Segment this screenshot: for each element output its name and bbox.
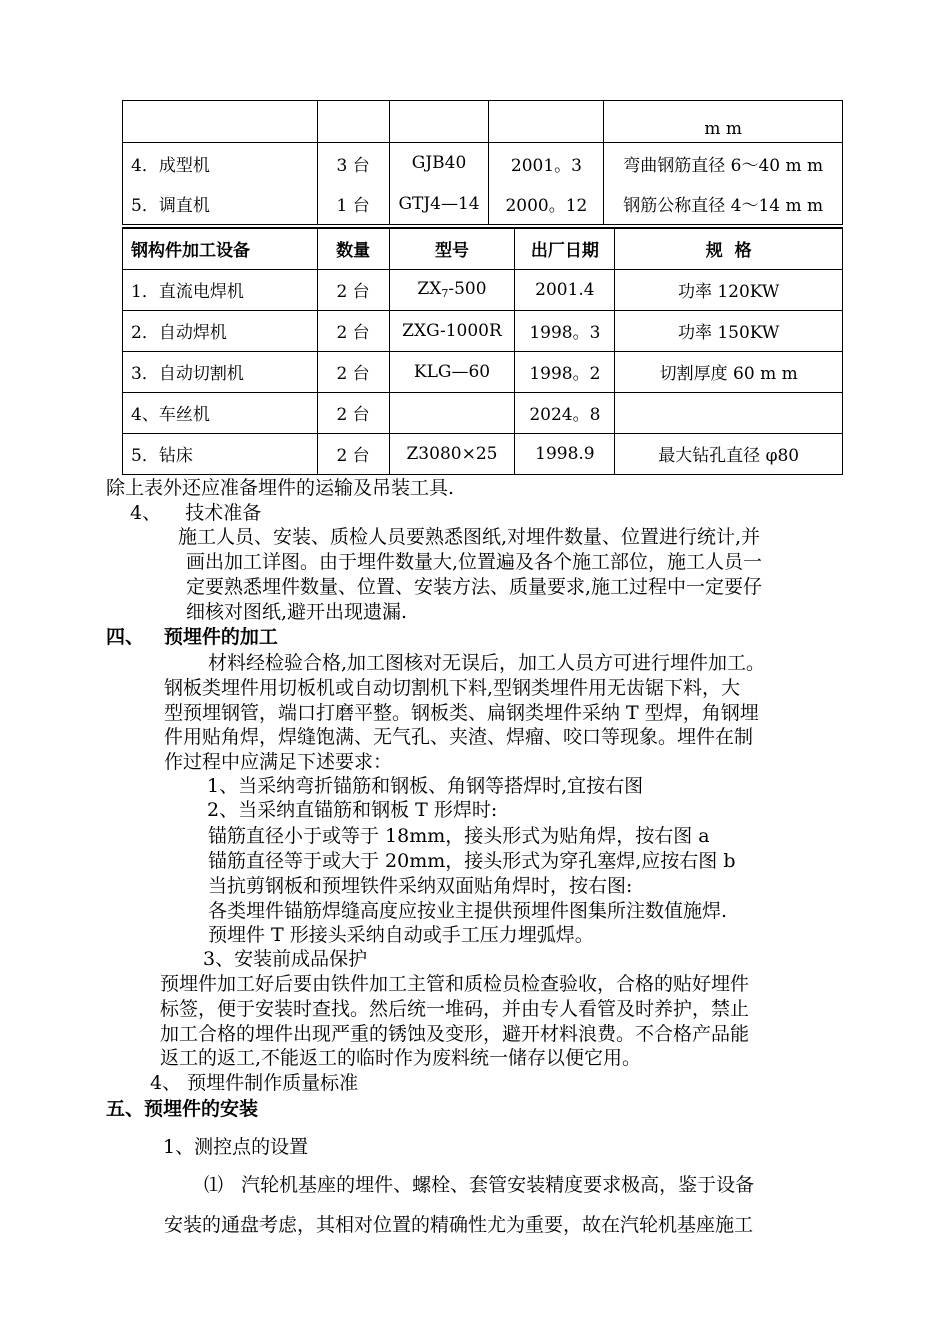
cell-spec: 钢筋公称直径 4～14 m m: [604, 184, 843, 225]
cell-spec: 切割厚度 60 m m: [615, 351, 843, 392]
cell-model: KLG—60: [389, 351, 515, 392]
cell-date: 2001.4: [515, 269, 615, 310]
cell-model: [389, 392, 515, 433]
cell-date: 1998.9: [515, 433, 615, 474]
table-row: [123, 433, 843, 474]
cell-qty: 2 台: [317, 269, 389, 310]
cell-date: 2000。12: [489, 184, 604, 225]
cell-name: 1．直流电焊机: [123, 269, 318, 310]
paragraph-line: 安装的通盘考虑，其相对位置的精确性尤为重要，故在汽轮机基座施工: [164, 1214, 754, 1236]
paragraph-line: 当抗剪钢板和预埋铁件采纳双面贴角焊时，按右图:: [208, 875, 633, 897]
header-spec: 规 格: [615, 228, 843, 269]
equipment-table-rebar: [122, 100, 843, 225]
paragraph-line: 型预埋钢管，端口打磨平整。钢板类、扁钢类埋件采纳 T 型焊，角钢埋: [164, 702, 759, 724]
paragraph-line: 预埋件加工好后要由铁件加工主管和质检员检查验收，合格的贴好埋件: [160, 973, 750, 995]
paragraph-line: 预埋件 T 形接头采纳自动或手工压力埋弧焊。: [208, 924, 594, 946]
cell-model: ZXG-1000R: [389, 310, 515, 351]
cell-model: GJB40: [389, 143, 489, 184]
cell-date: [489, 101, 604, 143]
cell-qty: 2 台: [317, 433, 389, 474]
paragraph-line: 锚筋直径等于或大于 20mm，接头形式为穿孔塞焊,应按右图 b: [208, 850, 736, 872]
paragraph-line: 材料经检验合格,加工图核对无误后，加工人员方可进行埋件加工。: [208, 652, 766, 674]
cell-qty: 2 台: [317, 392, 389, 433]
model-prefix: ZX: [417, 279, 442, 299]
chapter-heading: 四、 预埋件的加工: [106, 626, 278, 648]
header-name: 钢构件加工设备: [123, 228, 318, 269]
table-header-row: [123, 228, 843, 269]
subsection-heading: 4、 预埋件制作质量标准: [150, 1072, 359, 1094]
table-row: [123, 143, 843, 184]
cell-qty: 3 台: [317, 143, 389, 184]
paragraph-line: 画出加工详图。由于埋件数量大,位置遍及各个施工部位，施工人员一: [186, 551, 763, 573]
paragraph-line: 各类埋件锚筋焊缝高度应按业主提供预埋件图集所注数值施焊.: [208, 900, 728, 922]
paragraph-line: ⑴ 汽轮机基座的埋件、螺栓、套管安装精度要求极高，鉴于设备: [204, 1174, 755, 1196]
cell-date: 2024。8: [515, 392, 615, 433]
table-row: [123, 392, 843, 433]
cell-date: 1998。3: [515, 310, 615, 351]
header-date: 出厂日期: [515, 228, 615, 269]
paragraph-line: 除上表外还应准备埋件的运输及吊装工具.: [106, 477, 455, 499]
table-row: [123, 351, 843, 392]
table-row: [123, 310, 843, 351]
cell-model: [389, 269, 515, 310]
header-model: 型号: [389, 228, 515, 269]
section-heading: 4、 技术准备: [130, 502, 262, 524]
paragraph-line: 细核对图纸,避开出现遗漏.: [186, 601, 408, 623]
chapter-heading: 五、预埋件的安装: [106, 1098, 259, 1120]
equipment-table-steel: [122, 227, 843, 475]
table-row: [123, 184, 843, 225]
cell-spec: 最大钻孔直径 φ80: [615, 433, 843, 474]
paragraph-line: 件用贴角焊，焊缝饱满、无气孔、夹渣、焊瘤、咬口等现象。埋件在制: [164, 726, 754, 748]
cell-name: 3．自动切割机: [123, 351, 318, 392]
cell-date: 1998。2: [515, 351, 615, 392]
table-row: [123, 269, 843, 310]
cell-spec: 功率 150KW: [615, 310, 843, 351]
cell-spec: 弯曲钢筋直径 6～40 m m: [604, 143, 843, 184]
paragraph-line: 定要熟悉埋件数量、位置、安装方法、质量要求,施工过程中一定要仔: [186, 576, 763, 598]
cell-model: GTJ4—14: [389, 184, 489, 225]
cell-name: 5．钻床: [123, 433, 318, 474]
cell-name: [123, 101, 318, 143]
paragraph-line: 锚筋直径小于或等于 18mm，接头形式为贴角焊，按右图 a: [208, 825, 710, 847]
cell-qty: 2 台: [317, 310, 389, 351]
paragraph-line: 返工的返工,不能返工的临时作为废料统一储存以便它用。: [160, 1047, 642, 1069]
cell-name: 2．自动焊机: [123, 310, 318, 351]
cell-spec: [615, 392, 843, 433]
cell-name: 4．成型机: [123, 143, 318, 184]
table-row: [123, 101, 843, 143]
header-qty: 数量: [317, 228, 389, 269]
model-subscript: 7: [441, 287, 449, 300]
paragraph-line: 钢板类埋件用切板机或自动切割机下料,型钢类埋件用无齿锯下料，大: [164, 677, 741, 699]
cell-model: Z3080×25: [389, 433, 515, 474]
paragraph-line: 作过程中应满足下述要求：: [164, 751, 393, 773]
paragraph-line: 标签，便于安装时查找。然后统一堆码，并由专人看管及时养护，禁止: [160, 998, 750, 1020]
cell-date: 2001。3: [489, 143, 604, 184]
cell-spec: 功率 120KW: [615, 269, 843, 310]
cell-name: 5．调直机: [123, 184, 318, 225]
paragraph-line: 2、当采纳直锚筋和钢板 T 形焊时:: [207, 799, 498, 821]
subsection-heading: 3、安装前成品保护: [203, 948, 368, 970]
cell-name: 4、车丝机: [123, 392, 318, 433]
subsection-heading: 1、测控点的设置: [163, 1136, 309, 1158]
paragraph-line: 1、当采纳弯折锚筋和钢板、角钢等搭焊时,宜按右图: [207, 775, 644, 797]
model-suffix: -500: [448, 279, 487, 299]
cell-qty: [317, 101, 389, 143]
cell-qty: 2 台: [317, 351, 389, 392]
cell-spec: m m: [604, 101, 843, 143]
cell-model: [389, 101, 489, 143]
paragraph-line: 加工合格的埋件出现严重的锈蚀及变形，避开材料浪费。不合格产品能: [160, 1023, 750, 1045]
paragraph-line: 施工人员、安装、质检人员要熟悉图纸,对埋件数量、位置进行统计,并: [178, 526, 761, 548]
cell-qty: 1 台: [317, 184, 389, 225]
